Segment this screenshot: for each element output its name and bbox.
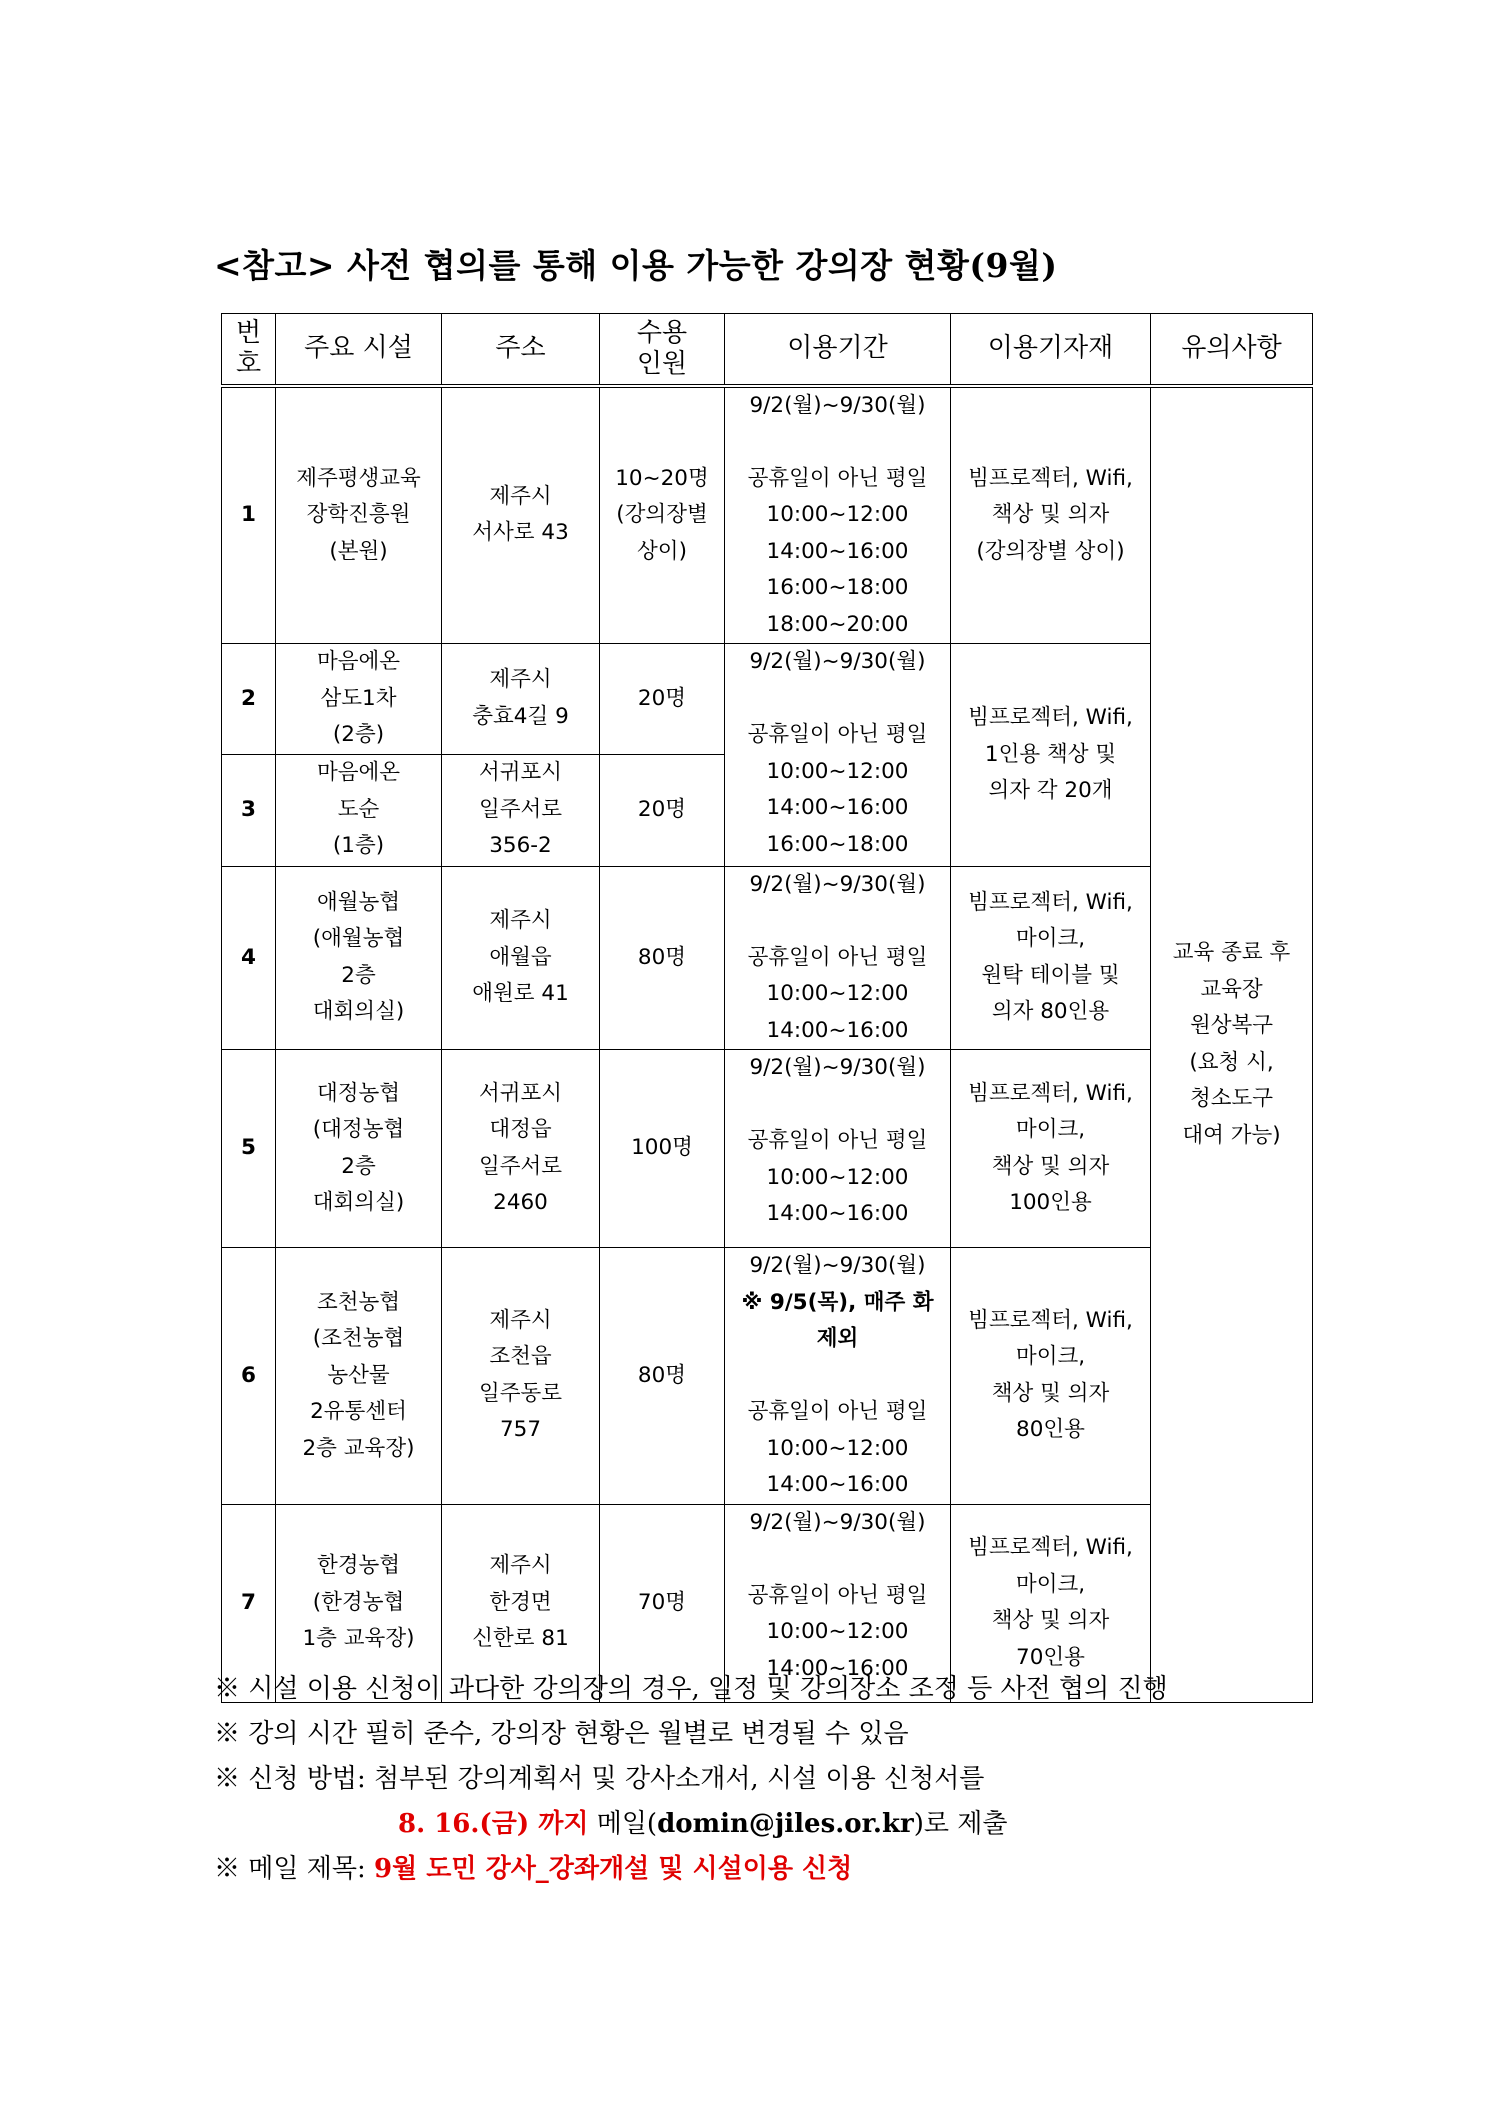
capacity-cell: 70명	[600, 1504, 725, 1702]
address-cell: 서귀포시 일주서로 356-2	[442, 754, 600, 866]
table-row	[222, 1248, 1313, 1505]
header-period: 이용기간	[725, 314, 951, 386]
facility-cell: 마음에온 도순 (1층)	[276, 754, 442, 866]
address-cell: 제주시 조천읍 일주동로 757	[442, 1248, 600, 1505]
period-cell: 9/2(월)~9/30(월) 공휴일이 아닌 평일 10:00~12:00 14:00~16:00	[725, 1504, 951, 1702]
footnote-4: 8. 16.(금) 까지 메일(domin@jiles.or.kr)로 제출	[398, 1809, 1008, 1839]
equipment-cell: 빔프로젝터, Wifi, 1인용 책상 및 의자 각 20개	[951, 644, 1151, 867]
equipment-cell: 빔프로젝터, Wifi, 마이크, 원탁 테이블 및 의자 80인용	[951, 866, 1151, 1050]
address-cell: 제주시 한경면 신한로 81	[442, 1504, 600, 1702]
page-title: <참고> 사전 협의를 통해 이용 가능한 강의장 현황(9월)	[214, 246, 1058, 285]
facility-cell: 조천농협 (조천농협 농산물 2유통센터 2층 교육장)	[276, 1248, 442, 1505]
table-row	[222, 866, 1313, 1050]
header-equipment: 이용기자재	[951, 314, 1151, 386]
header-address: 주소	[442, 314, 600, 386]
deadline-text: 8. 16.(금) 까지	[398, 1809, 589, 1839]
period-cell: 9/2(월)~9/30(월) 공휴일이 아닌 평일 10:00~12:00 14:00~16:00 16:00~18:00	[725, 644, 951, 867]
capacity-cell: 80명	[600, 866, 725, 1050]
table-row	[222, 1050, 1313, 1248]
period-cell: 9/2(월)~9/30(월) ※ 9/5(목), 매주 화 제외 공휴일이 아닌 평일 10:00~12:00 14:00~16:00	[725, 1248, 951, 1505]
notes-cell: 교육 종료 후 교육장 원상복구 (요청 시, 청소도구 대여 가능)	[1151, 386, 1313, 1703]
equipment-cell: 빔프로젝터, Wifi, 마이크, 책상 및 의자 70인용	[951, 1504, 1151, 1702]
period-cell: 9/2(월)~9/30(월) 공휴일이 아닌 평일 10:00~12:00 14:00~16:00	[725, 866, 951, 1050]
period-cell: 9/2(월)~9/30(월) 공휴일이 아닌 평일 10:00~12:00 14:00~16:00 16:00~18:00 18:00~20:00	[725, 386, 951, 644]
table-header-row	[222, 314, 1313, 386]
row-number: 6	[222, 1248, 276, 1505]
facility-cell: 대정농협 (대정농협 2층 대회의실)	[276, 1050, 442, 1248]
address-cell: 제주시 애월읍 애원로 41	[442, 866, 600, 1050]
row-number: 1	[222, 386, 276, 644]
address-cell: 제주시 충효4길 9	[442, 644, 600, 755]
row-number: 3	[222, 754, 276, 866]
capacity-cell: 20명	[600, 644, 725, 755]
email-address: domin@jiles.or.kr	[657, 1809, 914, 1839]
equipment-cell: 빔프로젝터, Wifi, 마이크, 책상 및 의자 80인용	[951, 1248, 1151, 1505]
header-capacity: 수용 인원	[600, 314, 725, 386]
exclusion-note: ※ 9/5(목), 매주 화	[741, 1289, 934, 1315]
period-cell: 9/2(월)~9/30(월) 공휴일이 아닌 평일 10:00~12:00 14:00~16:00	[725, 1050, 951, 1248]
capacity-cell: 20명	[600, 754, 725, 866]
footnote-5: ※ 메일 제목: 9월 도민 강사_강좌개설 및 시설이용 신청	[214, 1854, 853, 1884]
capacity-cell: 100명	[600, 1050, 725, 1248]
equipment-cell: 빔프로젝터, Wifi, 마이크, 책상 및 의자 100인용	[951, 1050, 1151, 1248]
facility-cell: 한경농협 (한경농협 1층 교육장)	[276, 1504, 442, 1702]
facility-cell: 애월농협 (애월농협 2층 대회의실)	[276, 866, 442, 1050]
lecture-room-table	[221, 313, 1313, 1703]
row-number: 7	[222, 1504, 276, 1702]
address-cell: 제주시 서사로 43	[442, 386, 600, 644]
capacity-cell: 10~20명 (강의장별 상이)	[600, 386, 725, 644]
row-number: 4	[222, 866, 276, 1050]
capacity-cell: 80명	[600, 1248, 725, 1505]
table-row	[222, 386, 1313, 644]
footnote-3: ※ 신청 방법: 첨부된 강의계획서 및 강사소개서, 시설 이용 신청서를	[214, 1764, 985, 1794]
row-number: 2	[222, 644, 276, 755]
footnote-2: ※ 강의 시간 필히 준수, 강의장 현황은 월별로 변경될 수 있음	[214, 1719, 909, 1749]
header-notes: 유의사항	[1151, 314, 1313, 386]
header-number: 번 호	[222, 314, 276, 386]
address-cell: 서귀포시 대정읍 일주서로 2460	[442, 1050, 600, 1248]
equipment-cell: 빔프로젝터, Wifi, 책상 및 의자 (강의장별 상이)	[951, 386, 1151, 644]
footnote-1: ※ 시설 이용 신청이 과다한 강의장의 경우, 일정 및 강의장소 조정 등 사전 협의 진행	[214, 1674, 1168, 1704]
row-number: 5	[222, 1050, 276, 1248]
table-row	[222, 644, 1313, 755]
mail-subject-text: 9월 도민 강사_강좌개설 및 시설이용 신청	[374, 1854, 853, 1884]
facility-cell: 마음에온 삼도1차 (2층)	[276, 644, 442, 755]
header-facility: 주요 시설	[276, 314, 442, 386]
facility-cell: 제주평생교육 장학진흥원 (본원)	[276, 386, 442, 644]
footnotes	[214, 1667, 1168, 1892]
